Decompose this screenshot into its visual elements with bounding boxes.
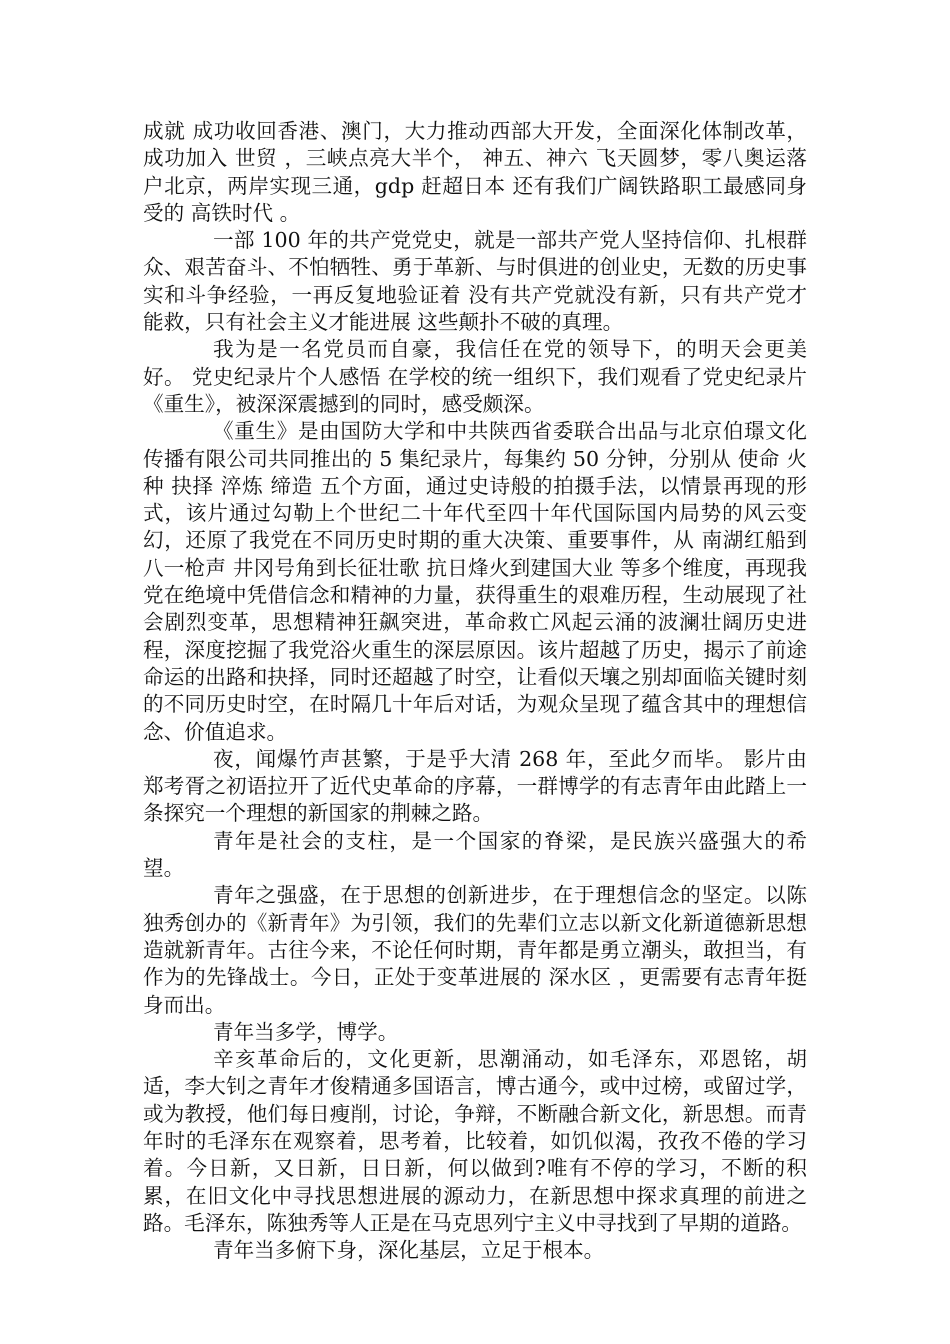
paragraph-5: 青年是社会的支柱，是一个国家的脊梁，是民族兴盛强大的希望。: [143, 828, 807, 881]
paragraph-3: 《重生》是由国防大学和中共陕西省委联合出品与北京伯璟文化传播有限公司共同推出的 5 集纪录片，每集约 50 分钟，分别从 使命 火种 抉择 淬炼 缔造 五个方面，通过史诗般的拍摄手法，以情景再现的形式，该片通过勾勒上个世纪二十年代至四十年代国际国内局势的风云变幻，还原了我党在不同历史时期的重大决策、重要事件，从 南湖红船到八一枪声 井冈号角到长征壮歌 抗日烽火到建国大业 等多个维度，再现我党在绝境中凭借信念和精神的力量，获得重生的艰难历程，生动展现了社会剧烈变革，思想精神狂飙突进，革命救亡风起云涌的波澜壮阔历史进程，深度挖掘了我党浴火重生的深层原因。该片超越了历史，揭示了前途命运的出路和抉择，同时还超越了时空，让看似天壤之别却面临关键时刻的不同历史时空，在时隔几十年后对话，为观众呈现了蕴含其中的理想信念、价值追求。: [143, 419, 807, 744]
paragraph-6: 青年之强盛，在于思想的创新进步，在于理想信念的坚定。以陈独秀创办的《新青年》为引领，我们的先辈们立志以新文化新道德新思想造就新青年。古往今来，不论任何时期，青年都是勇立潮头，敢担当，有作为的先锋战士。今日，正处于变革进展的 深水区 ，更需要有志青年挺身而出。: [143, 883, 807, 1017]
paragraph-2: 我为是一名党员而自豪，我信任在党的领导下，的明天会更美好。 党史纪录片个人感悟 在学校的统一组织下，我们观看了党史纪录片《重生》，被深深震撼到的同时，感受颇深。: [143, 337, 807, 416]
paragraph-1: 一部 100 年的共产党党史，就是一部共产党人坚持信仰、扎根群众、艰苦奋斗、不怕牺牲、勇于革新、与时俱进的创业史，无数的历史事实和斗争经验，一再反复地验证着 没有共产党就没有新，只有共产党才能救，只有社会主义才能进展 这些颠扑不破的真理。: [143, 228, 807, 335]
paragraph-4: 夜，闻爆竹声甚繁，于是乎大清 268 年，至此夕而毕。 影片由郑考胥之初语拉开了近代史革命的序幕，一群博学的有志青年由此踏上一条探究一个理想的新国家的荆棘之路。: [143, 746, 807, 826]
paragraph-9: 青年当多俯下身，深化基层，立足于根本。: [213, 1238, 605, 1263]
paragraph-0: 成就 成功收回香港、澳门，大力推动西部大开发，全面深化体制改革，成功加入 世贸 ，三峡点亮大半个， 神五、神六 飞天圆梦，零八奥运落户北京，两岸实现三通，gdp 赶超日本 还有我们广阔铁路职工最感同身受的 高铁时代 。: [143, 119, 807, 225]
paragraph-7: 青年当多学，博学。: [213, 1019, 399, 1044]
document-page: [143, 118, 807, 1264]
paragraph-8: 辛亥革命后的，文化更新，思潮涌动，如毛泽东，邓恩铭，胡适，李大钊之青年才俊精通多国语言，博古通今，或中过榜，或留过学，或为教授，他们每日瘦削，讨论，争辩，不断融合新文化，新思想。而青年时的毛泽东在观察着，思考着，比较着，如饥似渴，孜孜不倦的学习着。今日新，又日新，日日新，何以做到?唯有不停的学习，不断的积累，在旧文化中寻找思想进展的源动力，在新思想中探求真理的前进之路。毛泽东，陈独秀等人正是在马克思列宁主义中寻找到了早期的道路。: [143, 1047, 807, 1235]
